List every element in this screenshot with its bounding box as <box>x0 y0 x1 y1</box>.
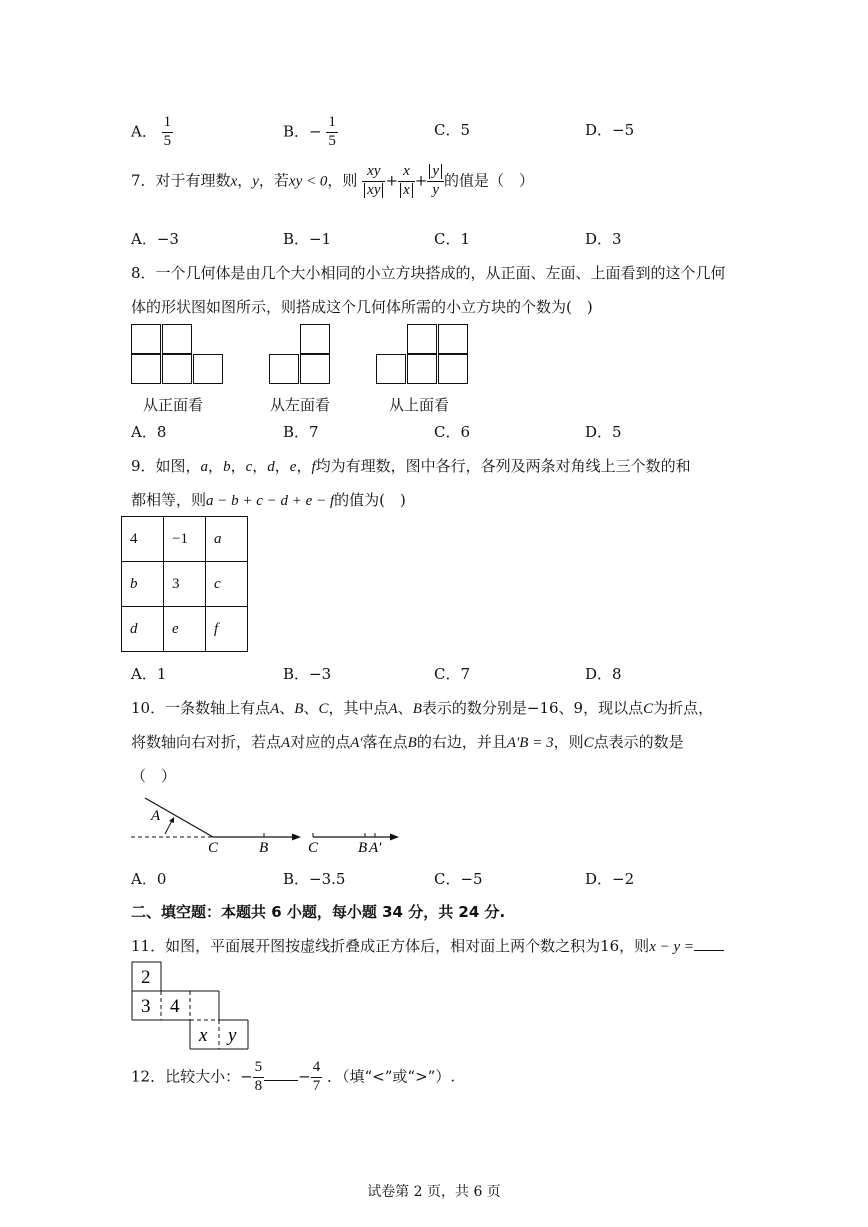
q10-option-d: D．−2 <box>585 870 635 888</box>
label-B-right: B <box>358 840 368 856</box>
cell: b <box>122 562 164 607</box>
section-title: 二、填空题：本题共 6 小题，每小题 34 分，共 24 分. <box>131 903 506 921</box>
q9-stem-line1: 9．如图，a，b，c，d，e，f均为有理数，图中各行，各列及两条对角线上三个数的和 <box>131 457 691 475</box>
label-B: B <box>259 840 269 856</box>
q10-stem-line3: （ ） <box>131 767 177 785</box>
q12-stem: 12．比较大小：− $\frac{5}{8}$ − $\frac{4}{7}$ ．（填“<”或“>”）. <box>131 1059 456 1094</box>
answer-blank <box>264 1080 298 1081</box>
cell: f <box>206 607 248 652</box>
net-face-y: y <box>228 1025 237 1046</box>
cell: −1 <box>164 517 206 562</box>
q10-option-b: B．−3.5 <box>283 870 346 888</box>
cell: c <box>206 562 248 607</box>
magic-square-grid <box>121 516 248 652</box>
q7-option-b: B．−1 <box>283 230 332 248</box>
q10-option-a: A．0 <box>131 870 167 888</box>
label-C-right: C <box>308 840 319 856</box>
q10-stem-line1: 10．一条数轴上有点A、B、C，其中点A、B表示的数分别是−16、9，现以点C为折点， <box>131 699 714 717</box>
cell: e <box>164 607 206 652</box>
q8-option-c: C．6 <box>434 423 471 441</box>
label-C: C <box>208 840 219 856</box>
page-footer: 试卷第 2 页，共 6 页 <box>367 1184 501 1200</box>
cell: 3 <box>164 562 206 607</box>
q6-option-a: A． $\frac{1}{5}$ <box>131 114 172 149</box>
q9-stem-line2: 都相等，则a − b + c − d + e − f的值为( ) <box>131 491 406 509</box>
top-view-label: 从上面看 <box>389 396 450 414</box>
q8-option-b: B．7 <box>283 423 319 441</box>
q7-option-c: C．1 <box>434 230 471 248</box>
left-view-label: 从左面看 <box>270 396 331 414</box>
q6-option-d: D．−5 <box>585 121 635 139</box>
q7-option-a: A．−3 <box>131 230 179 248</box>
cell: d <box>122 607 164 652</box>
q8-stem-line1: 8．一个几何体是由几个大小相同的小立方块搭成的，从正面、左面、上面看到的这个几何 <box>131 264 726 282</box>
label-Aprime: A′ <box>369 840 382 856</box>
q9-option-a: A．1 <box>131 665 167 683</box>
fraction: $\frac{1}{5}$ <box>163 114 172 149</box>
q6-option-c: C．5 <box>434 121 471 139</box>
q9-option-d: D．8 <box>585 665 622 683</box>
net-face-x: x <box>199 1025 208 1046</box>
cube-net-figure <box>130 960 252 1052</box>
front-view-label: 从正面看 <box>143 396 204 414</box>
q8-option-d: D．5 <box>585 423 622 441</box>
q7-option-d: D．3 <box>585 230 622 248</box>
net-face-2: 2 <box>141 967 151 988</box>
q8-option-a: A．8 <box>131 423 167 441</box>
net-face-3: 3 <box>141 996 151 1017</box>
q10-option-c: C．−5 <box>434 870 483 888</box>
cell: 4 <box>122 517 164 562</box>
q9-option-b: B．−3 <box>283 665 332 683</box>
q9-option-c: C．7 <box>434 665 471 683</box>
cell: a <box>206 517 248 562</box>
label-A: A <box>151 808 161 824</box>
q8-stem-line2: 体的形状图如图所示，则搭成这个几何体所需的小立方块的个数为( ) <box>131 298 593 316</box>
q6-option-b: B．− $\frac{1}{5}$ <box>283 114 336 149</box>
number-line-figure <box>125 790 415 860</box>
q11-stem: 11．如图，平面展开图按虚线折叠成正方体后，相对面上两个数之积为16，则x − y = <box>131 935 724 956</box>
answer-blank <box>694 950 724 951</box>
q10-stem-line2: 将数轴向右对折，若点A对应的点A′落在点B的右边，并且A′B = 3，则C点表示的数是 <box>131 733 684 751</box>
fraction: $\frac{1}{5}$ <box>328 114 336 149</box>
q7-stem: 7．对于有理数x，y，若xy < 0，则 $\frac{xy}{xy}$ + $\frac{x}{x}$ + $\frac{y}{y}$ 的值是（ ） <box>131 163 534 198</box>
net-face-4: 4 <box>170 996 180 1017</box>
